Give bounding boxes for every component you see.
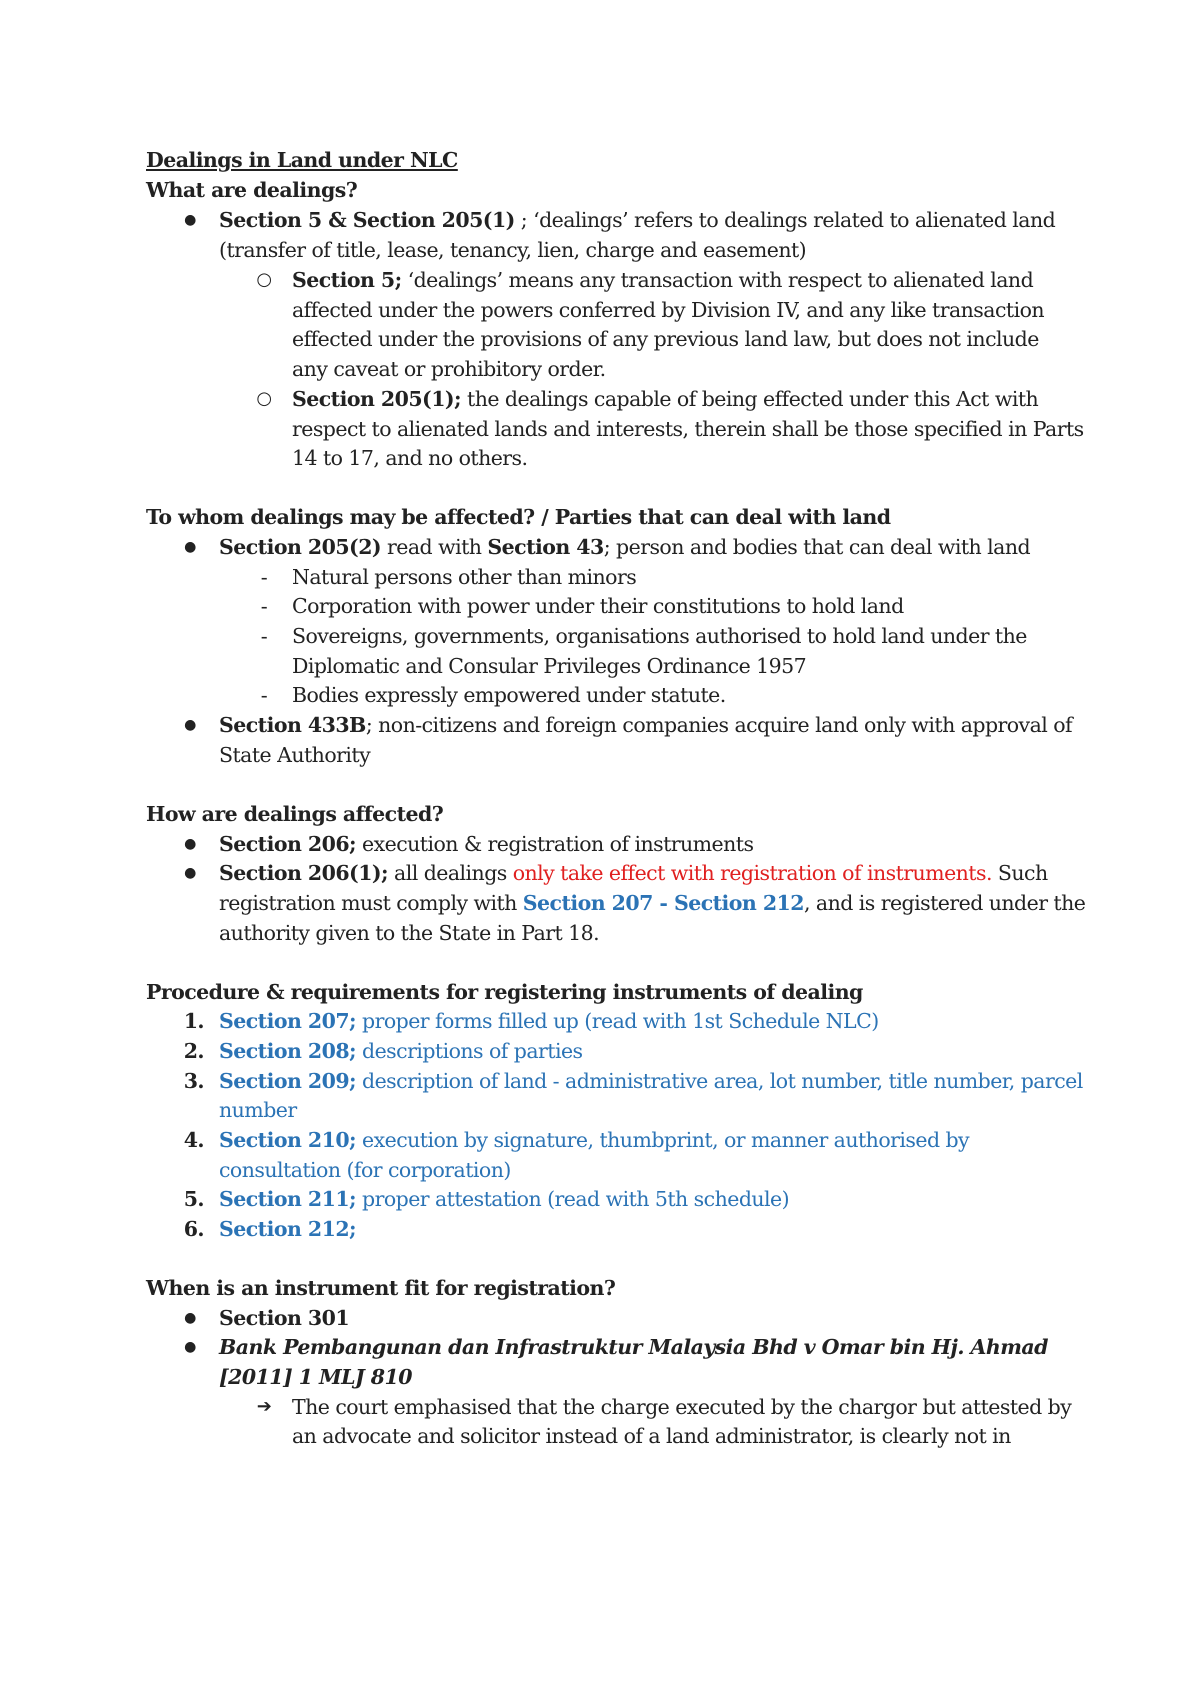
bullet-icon: ●	[184, 1310, 196, 1326]
list-number: 1.	[183, 1009, 204, 1033]
heading-procedure: Procedure & requirements for registering instruments of dealing	[146, 980, 863, 1004]
list-number: 6.	[183, 1217, 204, 1241]
list-number: 4.	[183, 1128, 204, 1152]
document-title: Dealings in Land under NLC	[146, 148, 458, 172]
list-number: 2.	[183, 1039, 204, 1063]
list-number: 5.	[183, 1187, 204, 1211]
document-page: Dealings in Land under NLC What are dealings? ● Section 5 & Section 205(1) ; ‘dealings’ refers to dealings related to alienated land (transfer of title, lease, tenancy, lien, charge and easement) ○ Section 5; ‘dealings’ means any transaction with respect to alienated land affected under the powers conferred by Division IV, and any like transaction effected under the provisions of any previous land law, but does not include any caveat or prohibitory order. ○ Section 205(1); the dealings capable of being effected under this Act with respect to alienated lands and interests, therein shall be those specified in Parts 14 to 17, and no others. To whom dealings may be affected? / Parties that can deal with land ● Section 205(2) read with Section 43; person and bodies that can deal with land - Natural persons other than minors - Corporation with power under their constitutions to hold land - Sovereigns, governments, organisations authorised to hold land under the Diplomatic and Consular Privileges Ordinance 1957 - Bodies expressly empowered under statute. ● Section 433B; non-citizens and foreign companies acquire land only with approval of State Authority How are dealings affected? ● Section 206; execution & registration of instruments ● Section 206(1); all dealings only take effect with registration of instruments. Such registration must comply with Section 207 - Section 212, and is registered under the authority given to the State in Part 18. Procedure & requirements for registering instruments of dealing 1. Section 207; proper forms filled up (read with 1st Schedule NLC) 2. Section 208; descriptions of parties 3. Section 209; description of land - administrative area, lot number, title number, parcel number 4. Section 210; execution by signature, thumbprint, or manner authorised by consultation (for corporation) 5. Section 211; proper attestation (read with 5th schedule) 6. Section 212; When is an instrument fit for registration? ● Section 301 ● Bank Pembangunan dan Infrastruktur Malaysia Bhd v Omar bin Hj. Ahmad [2011] 1 MLJ 810 ➔ The court emphasised that the charge executed by the chargor but attested by an advocate and solicitor instead of a land administrator, is clearly not in	[0, 0, 1200, 1698]
arrow-icon: ➔	[256, 1396, 272, 1417]
bullet-icon: ●	[184, 836, 196, 852]
circle-bullet-icon: ○	[256, 388, 272, 409]
heading-fit-for-registration: When is an instrument fit for registration?	[146, 1276, 616, 1300]
case-citation: Bank Pembangunan dan Infrastruktur Malaysia Bhd v Omar bin Hj. Ahmad	[219, 1335, 1048, 1359]
heading-parties: To whom dealings may be affected? / Parties that can deal with land	[146, 505, 891, 529]
list-number: 3.	[183, 1069, 204, 1093]
bullet-icon: ●	[184, 212, 196, 228]
bullet-icon: ●	[184, 717, 196, 733]
dash-marker: -	[260, 565, 268, 589]
bullet-icon: ●	[184, 1339, 196, 1355]
heading-what-are-dealings: What are dealings?	[146, 178, 358, 202]
bullet-icon: ●	[184, 865, 196, 881]
dash-marker: -	[260, 683, 268, 707]
dash-marker: -	[260, 594, 268, 618]
dash-marker: -	[260, 624, 268, 648]
circle-bullet-icon: ○	[256, 269, 272, 290]
heading-how-affected: How are dealings affected?	[146, 802, 444, 826]
bullet-icon: ●	[184, 539, 196, 555]
